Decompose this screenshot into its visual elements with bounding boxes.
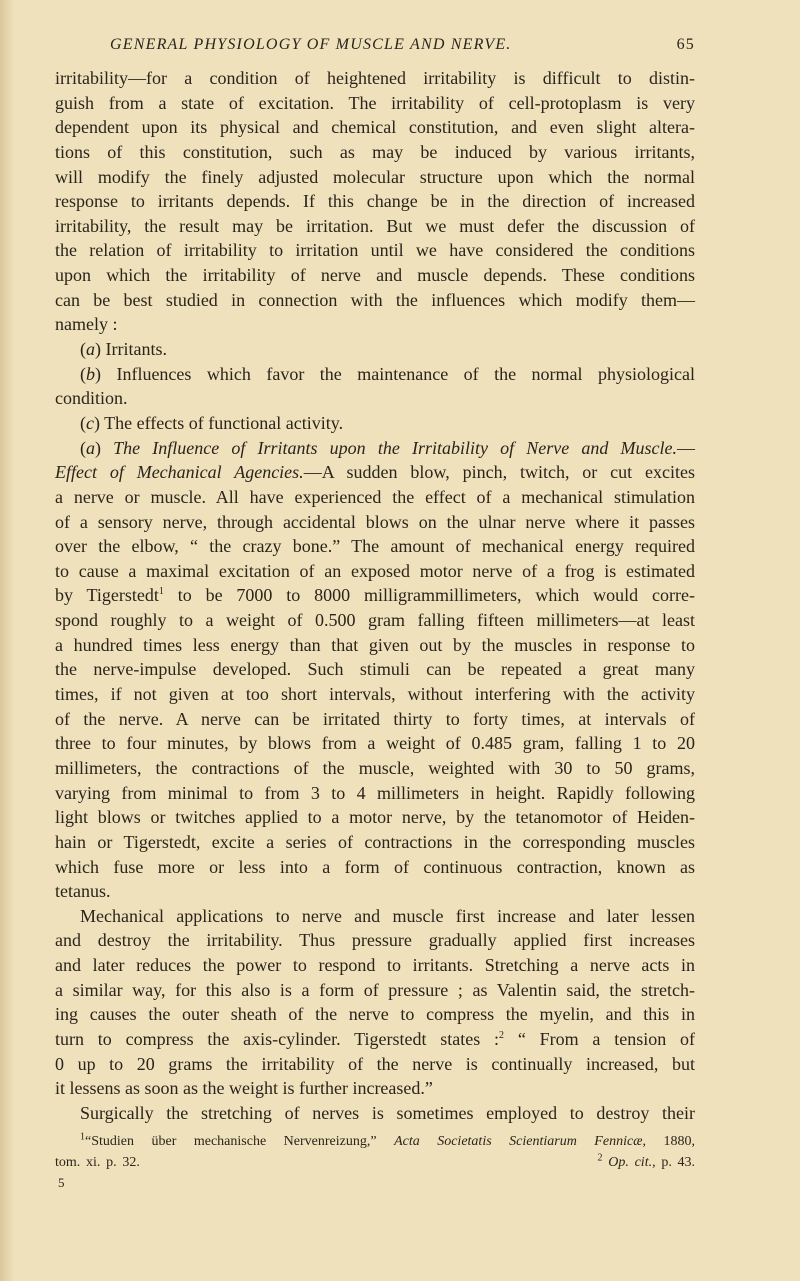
footnote-line <box>55 1131 695 1152</box>
text-line <box>55 904 695 929</box>
text-line <box>55 1076 695 1101</box>
text-line <box>55 411 695 436</box>
text-line <box>55 731 695 756</box>
text-segment: can be best studied in connection with the influences which modify them— <box>55 289 695 310</box>
text-segment: “Studien über mechanische Nervenreizung,” <box>85 1134 395 1149</box>
text-segment: upon which the irritability of nerve and muscle depends. These conditions <box>55 265 695 286</box>
footnote-ref: 1 <box>158 586 164 598</box>
text-line <box>55 214 695 239</box>
text-segment: hain or Tigerstedt, excite a series of contractions in the corresponding muscles <box>55 831 695 852</box>
text-line <box>55 559 695 584</box>
text-segment: to be 7000 to 8000 milligrammillimeters, which would corre- <box>163 585 695 606</box>
footnote-ref: 2 <box>597 1152 603 1164</box>
text-segment: Mechanical applications to nerve and muscle first increase and later lessen <box>80 905 695 926</box>
text-line <box>55 1101 695 1126</box>
text-line <box>55 263 695 288</box>
text-segment: tions of this constitution, such as may be induced by various irritants, <box>55 141 695 162</box>
text-line <box>55 1052 695 1077</box>
text-line <box>55 1002 695 1027</box>
text-line <box>55 633 695 658</box>
text-segment: it lessens as soon as the weight is further increased.” <box>55 1078 433 1099</box>
footnotes <box>55 1131 695 1173</box>
text-segment: 0 up to 20 grams the irritability of the nerve is continually increased, but <box>55 1053 695 1074</box>
text-segment: millimeters, the contractions of the muscle, weighted with 30 to 50 grams, <box>55 757 695 778</box>
text-segment: over the elbow, “ the crazy bone.” The amount of mechanical energy required <box>55 536 695 557</box>
text-segment: will modify the finely adjusted molecular structure upon which the normal <box>55 166 695 187</box>
text-segment: a hundred times less energy than that given out by the muscles in response to <box>55 634 695 655</box>
text-segment: , 1880, <box>642 1134 696 1149</box>
text-segment: times, if not given at too short intervals, without interfering with the activity <box>55 684 695 705</box>
text-line <box>55 91 695 116</box>
text-line <box>55 140 695 165</box>
page-number: 65 <box>676 36 695 53</box>
text-segment: , p. 43. <box>652 1155 696 1170</box>
text-segment: Effect of Mechanical Agencies. <box>55 462 304 483</box>
text-segment: Op. cit. <box>608 1155 653 1170</box>
footnote-ref: 2 <box>499 1029 505 1041</box>
text-segment: —A sudden blow, pinch, twitch, or cut excites <box>303 462 695 483</box>
text-line <box>55 830 695 855</box>
text-segment: ( <box>80 437 86 458</box>
text-segment: dependent upon its physical and chemical constitution, and even slight altera- <box>55 117 695 138</box>
text-line <box>55 337 695 362</box>
text-segment: turn to compress the axis-cylinder. Tigerstedt states : <box>55 1028 500 1049</box>
text-segment: condition. <box>55 388 128 409</box>
text-line <box>55 115 695 140</box>
text-segment: ( <box>80 412 86 433</box>
text-segment: to cause a maximal excitation of an exposed motor nerve of a frog is estimated <box>55 560 695 581</box>
text-segment: of a sensory nerve, through accidental blows on the ulnar nerve where it passes <box>55 511 695 532</box>
text-segment: which fuse more or less into a form of continuous contraction, known as <box>55 856 695 877</box>
text-line <box>55 238 695 263</box>
header-title: GENERAL PHYSIOLOGY OF MUSCLE AND NERVE. <box>110 36 512 53</box>
text-segment: response to irritants depends. If this change be in the direction of increased <box>55 191 695 212</box>
footnote-line <box>55 1152 695 1173</box>
text-segment: spond roughly to a weight of 0.500 gram falling fifteen millimeters—at least <box>55 610 695 631</box>
text-segment: light blows or twitches applied to a motor nerve, by the tetanomotor of Heiden- <box>55 807 695 828</box>
text-line <box>55 436 695 461</box>
text-line <box>55 1027 695 1052</box>
text-segment: c <box>86 412 94 433</box>
text-segment: ) <box>95 437 114 458</box>
text-line <box>55 485 695 510</box>
text-segment: of the nerve. A nerve can be irritated thirty to forty times, at intervals of <box>55 708 695 729</box>
text-line <box>55 953 695 978</box>
text-segment: guish from a state of excitation. The irritability of cell-protoplasm is very <box>55 92 695 113</box>
text-segment: “ From a tension of <box>504 1028 695 1049</box>
running-header <box>110 36 695 54</box>
body-text <box>55 66 695 1126</box>
text-line <box>55 288 695 313</box>
text-segment: a <box>86 339 95 360</box>
text-segment: varying from minimal to from 3 to 4 millimeters in height. Rapidly following <box>55 782 695 803</box>
text-line <box>55 510 695 535</box>
text-segment: ing causes the outer sheath of the nerve to compress the myelin, and this in <box>55 1004 695 1025</box>
text-segment: Acta Societatis Scientiarum Fennicæ <box>394 1134 643 1149</box>
text-segment: a similar way, for this also is a form of pressure ; as Valentin said, the stretch- <box>55 979 695 1000</box>
text-line <box>55 928 695 953</box>
text-segment: and later reduces the power to respond to irritants. Stretching a nerve acts in <box>55 955 695 976</box>
text-line <box>55 756 695 781</box>
text-segment: The Influence of Irritants upon the Irritability of Nerve and Muscle. <box>113 437 677 458</box>
text-segment: Surgically the stretching of nerves is sometimes employed to destroy their <box>80 1102 695 1123</box>
text-segment: namely : <box>55 314 118 335</box>
text-segment: the relation of irritability to irritation until we have considered the conditions <box>55 240 695 261</box>
text-segment: tetanus. <box>55 881 111 902</box>
text-segment: irritability—for a condition of heightened irritability is difficult to distin- <box>55 68 695 88</box>
text-segment: b <box>86 363 95 384</box>
text-line <box>55 386 695 411</box>
footnote-ref: 1 <box>80 1131 85 1143</box>
text-segment: ) The effects of functional activity. <box>94 412 344 433</box>
text-segment: the nerve-impulse developed. Such stimuli can be repeated a great many <box>55 659 695 680</box>
text-line <box>55 534 695 559</box>
text-line <box>55 189 695 214</box>
text-segment: — <box>677 437 695 458</box>
text-line <box>55 583 695 608</box>
text-segment: irritability, the result may be irritation. But we must defer the discussion of <box>55 215 695 236</box>
text-line <box>55 682 695 707</box>
text-line <box>55 460 695 485</box>
text-segment: ( <box>80 339 86 360</box>
text-line <box>55 165 695 190</box>
text-line <box>55 805 695 830</box>
text-segment: a nerve or muscle. All have experienced the effect of a mechanical stimulation <box>55 486 695 507</box>
text-line <box>55 657 695 682</box>
text-segment: three to four minutes, by blows from a weight of 0.485 gram, falling 1 to 20 <box>55 733 695 754</box>
text-line <box>55 879 695 904</box>
text-line <box>55 781 695 806</box>
text-segment <box>140 1155 598 1170</box>
signature-mark: 5 <box>58 1175 65 1190</box>
page-edge-shadow <box>0 0 14 1281</box>
text-segment: ) Irritants. <box>95 339 167 360</box>
text-line <box>55 855 695 880</box>
text-segment: a <box>86 437 95 458</box>
text-line <box>55 312 695 337</box>
text-segment: by Tigerstedt <box>55 585 159 606</box>
text-line <box>55 978 695 1003</box>
text-line <box>55 66 695 91</box>
text-segment: tom. xi. p. 32. <box>55 1155 140 1170</box>
text-segment: ) Influences which favor the maintenance of the normal physiological <box>95 363 695 384</box>
text-line <box>55 707 695 732</box>
text-segment: ( <box>80 363 86 384</box>
text-segment: and destroy the irritability. Thus pressure gradually applied first increases <box>55 930 695 951</box>
text-line <box>55 362 695 387</box>
text-line <box>55 608 695 633</box>
